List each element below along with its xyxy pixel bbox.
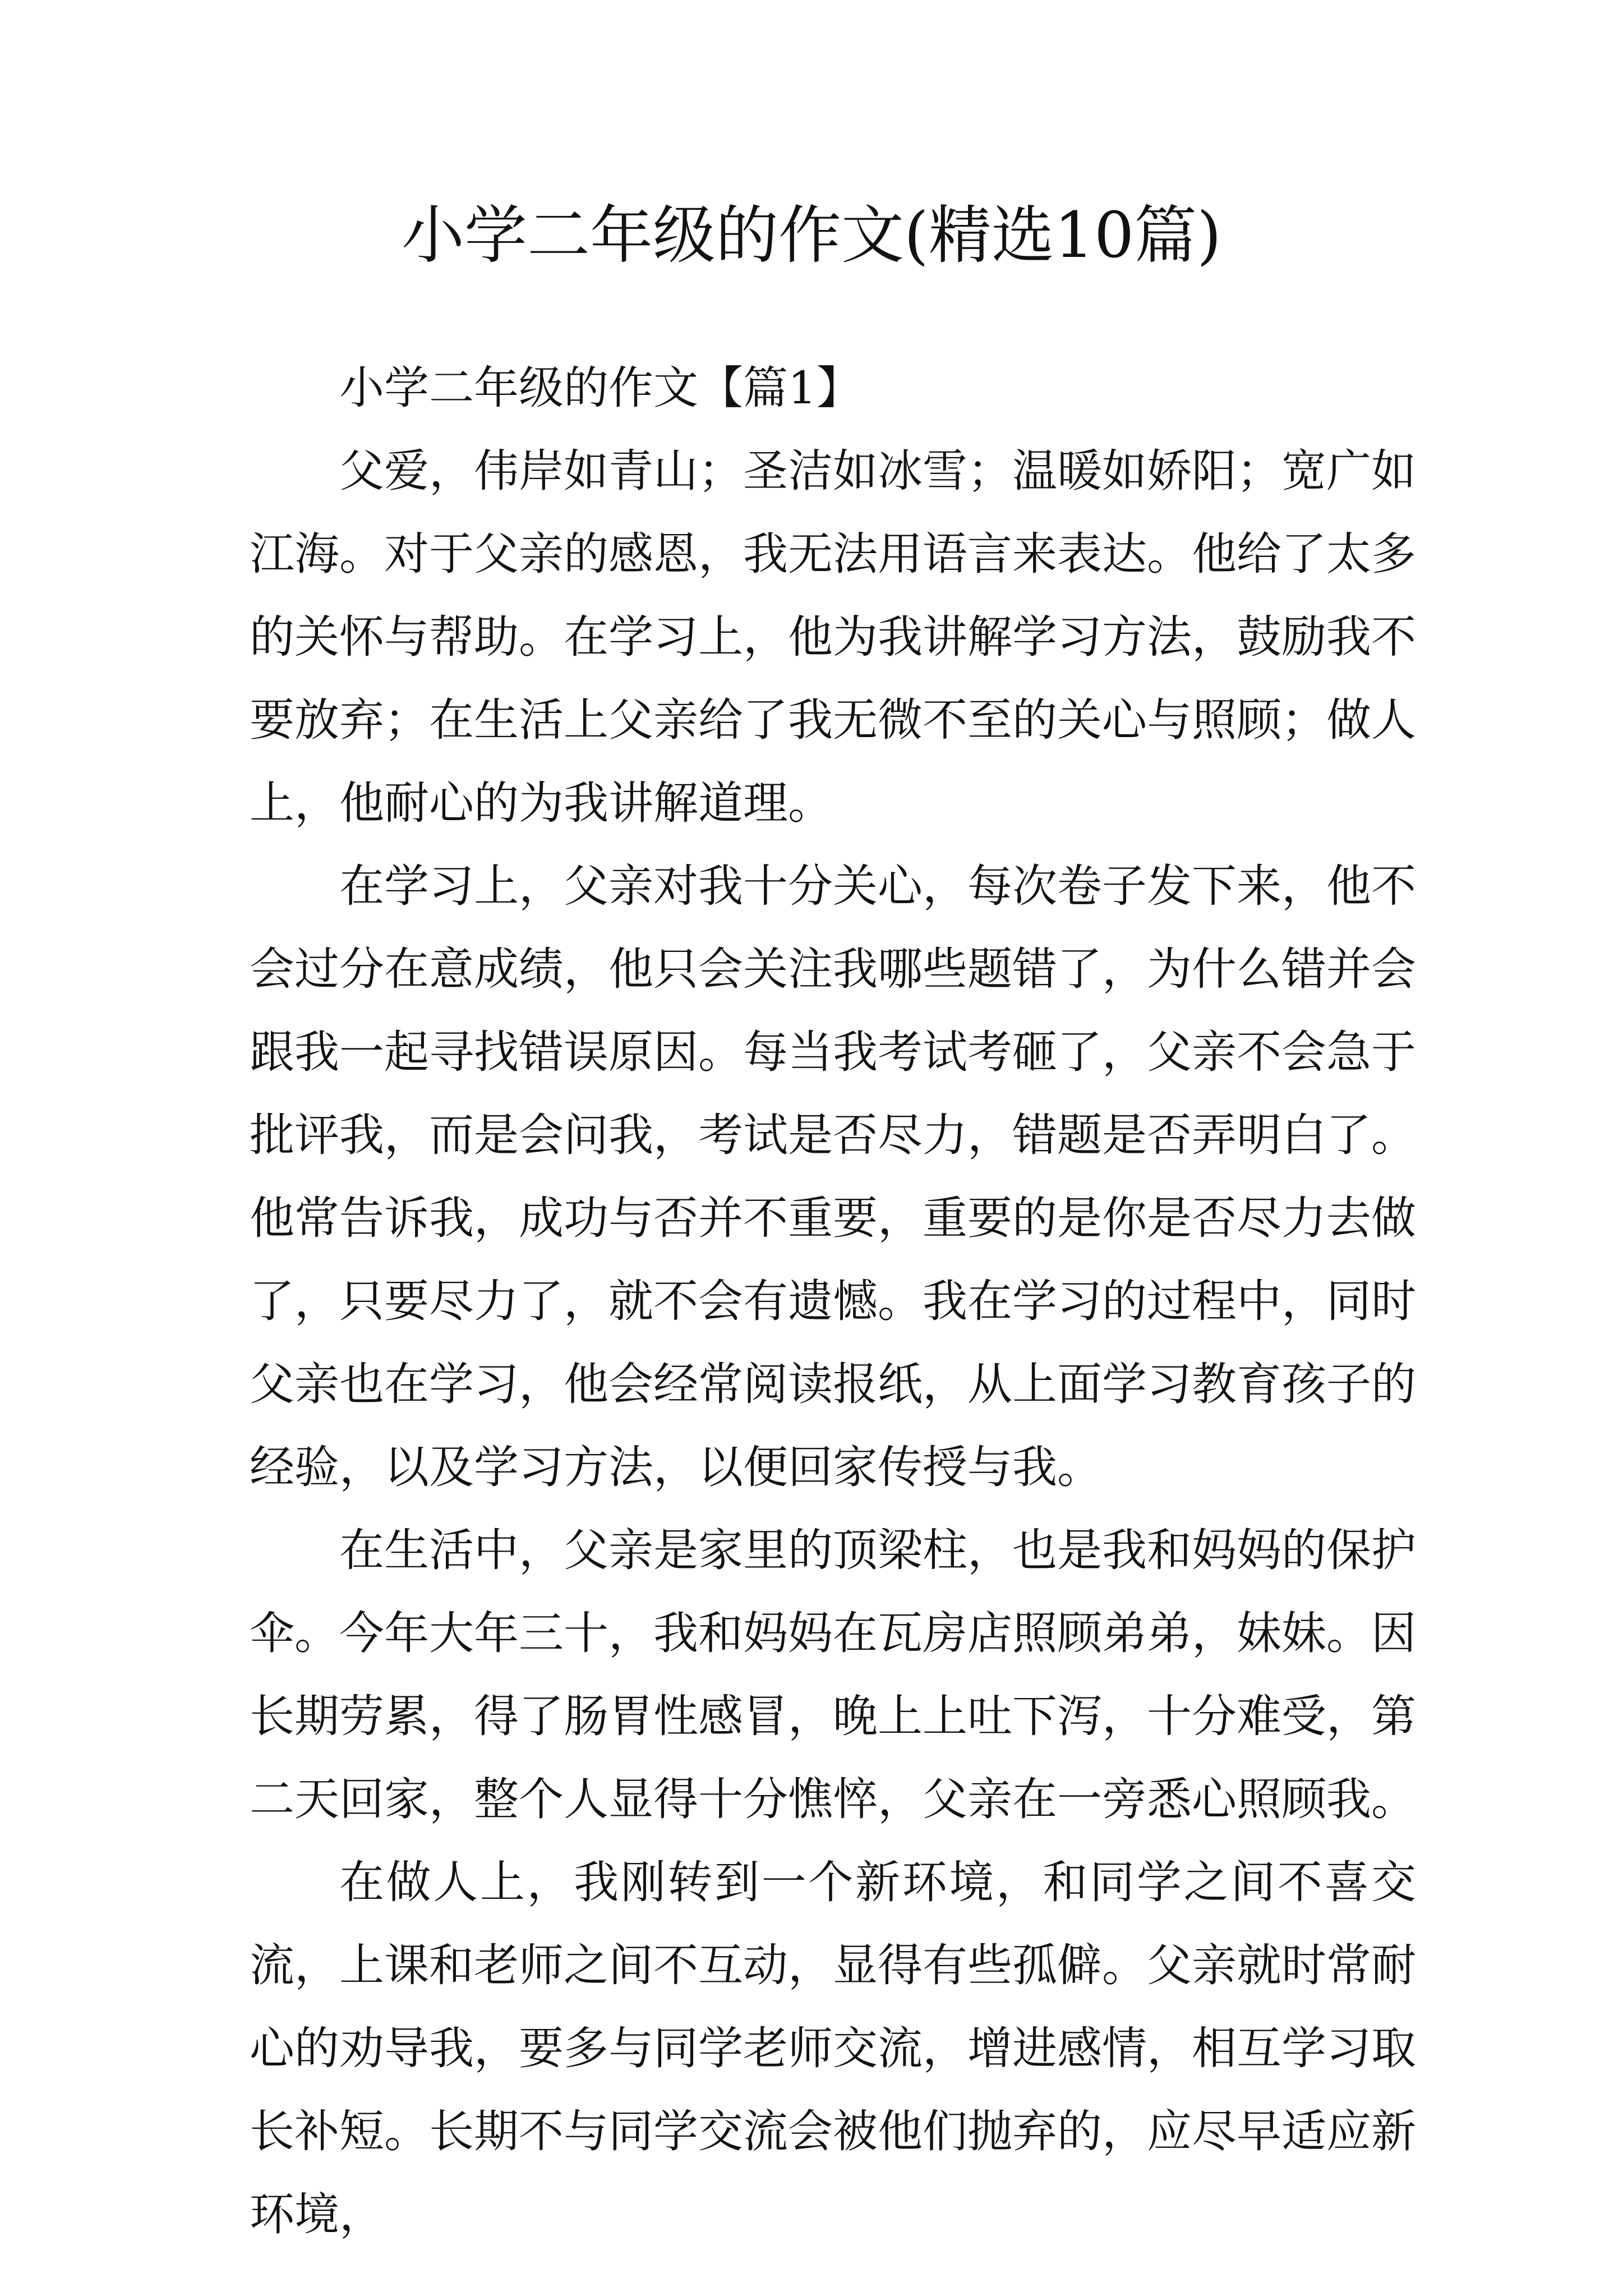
paragraph-1: 父爱，伟岸如青山；圣洁如冰雪；温暖如娇阳；宽广如江海。对于父亲的感恩，我无法用语言来表达。他给了太多的关怀与帮助。在学习上，他为我讲解学习方法，鼓励我不要放弃；在生活上父亲给了我无微不至的关心与照顾；做人上，他耐心的为我讲解道理。 [250,445,1416,829]
paragraph-2: 在学习上，父亲对我十分关心，每次卷子发下来，他不会过分在意成绩，他只会关注我哪些题错了，为什么错并会跟我一起寻找错误原因。每当我考试考砸了，父亲不会急于批评我，而是会问我，考试是否尽力，错题是否弄明白了。他常告诉我，成功与否并不重要，重要的是你是否尽力去做了，只要尽力了，就不会有遗憾。我在学习的过程中，同时父亲也在学习，他会经常阅读报纸，从上面学习教育孩子的经验，以及学习方法，以便回家传授与我。 [250,860,1416,1493]
paragraph-3: 在生活中，父亲是家里的顶梁柱，也是我和妈妈的保护伞。今年大年三十，我和妈妈在瓦房店照顾弟弟，妹妹。因长期劳累，得了肠胃性感冒，晚上上吐下泻，十分难受，第二天回家，整个人显得十分憔悴，父亲在一旁悉心照顾我。 [250,1524,1416,1825]
document-title: 小学二年级的作文(精选10篇) [402,199,1221,272]
paragraph-4: 在做人上，我刚转到一个新环境，和同学之间不喜交流，上课和老师之间不互动，显得有些孤僻。父亲就时常耐心的劝导我，要多与同学老师交流，增进感情，相互学习取长补短。长期不与同学交流会被他们抛弃的，应尽早适应新环境， [250,1856,1416,2240]
document-body [250,347,1416,2256]
section-heading: 小学二年级的作文【篇1】 [339,362,861,414]
